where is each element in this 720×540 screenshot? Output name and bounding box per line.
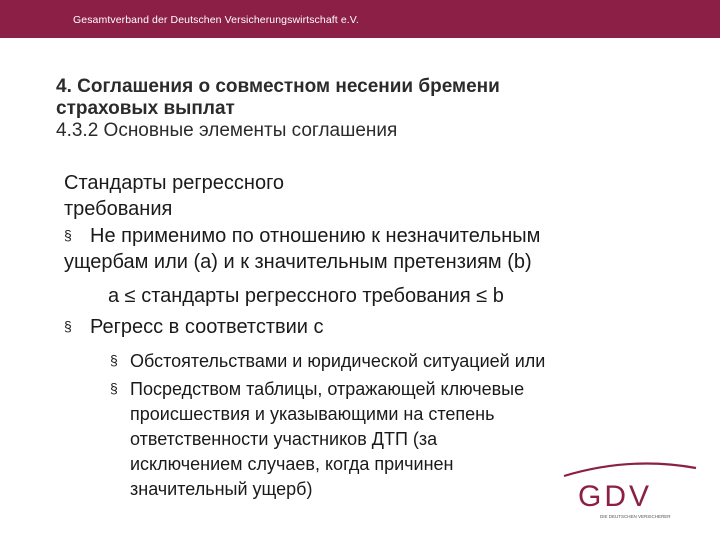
- header-bar: [0, 0, 720, 38]
- logo-text: GDV: [578, 480, 653, 513]
- lead-line-1: Стандарты регрессного: [64, 172, 285, 194]
- slide-title: [56, 76, 676, 142]
- title-line-1: 4. Соглашения о совместном несении бремени: [56, 76, 500, 97]
- formula: a ≤ стандарты регрессного требования ≤ b: [108, 285, 504, 307]
- subtitle: 4.3.2 Основные элементы соглашения: [56, 120, 398, 141]
- sub-bullet-1: [110, 348, 694, 374]
- bullet-1-line-1: Не применимо по отношению к незначительным: [90, 225, 541, 247]
- sub-bullet-2-line-5: значительный ущерб): [130, 479, 313, 499]
- title-line-2: страховых выплат: [56, 98, 235, 119]
- lead-line-2: требования: [64, 198, 173, 220]
- bullet-1-line-2: ущербам или (a) и к значительным претензиям (b): [64, 251, 532, 273]
- gdv-logo-icon: [560, 458, 700, 522]
- sub-bullet-2-line-2: происшествия и указывающими на степень: [130, 404, 495, 424]
- slide-body: [64, 170, 694, 502]
- section-bullet-icon: §: [110, 352, 118, 368]
- bullet-2-text: Регресс в соответствии с: [90, 316, 324, 338]
- logo-swoosh: [564, 464, 696, 477]
- sub-bullet-2-line-4: исключением случаев, когда причинен: [130, 454, 454, 474]
- logo-tagline: DIE DEUTSCHEN VERSICHERER: [600, 514, 671, 519]
- gdv-logo: [560, 458, 700, 522]
- section-bullet-icon: §: [64, 227, 72, 243]
- section-bullet-icon: §: [64, 318, 72, 334]
- sub-bullet-2-line-1: Посредством таблицы, отражающей ключевые: [130, 379, 525, 399]
- section-bullet-icon: §: [110, 380, 118, 396]
- bullet-2: [64, 313, 694, 340]
- sub-bullet-2: [110, 376, 694, 402]
- sub-bullet-2-line-3: ответственности участников ДТП (за: [130, 429, 438, 449]
- bullet-1: [64, 222, 694, 249]
- organization-name: Gesamtverband der Deutschen Versicherungswirtschaft e.V.: [73, 14, 359, 26]
- sub-bullet-1-text: Обстоятельствами и юридической ситуацией или: [130, 351, 546, 371]
